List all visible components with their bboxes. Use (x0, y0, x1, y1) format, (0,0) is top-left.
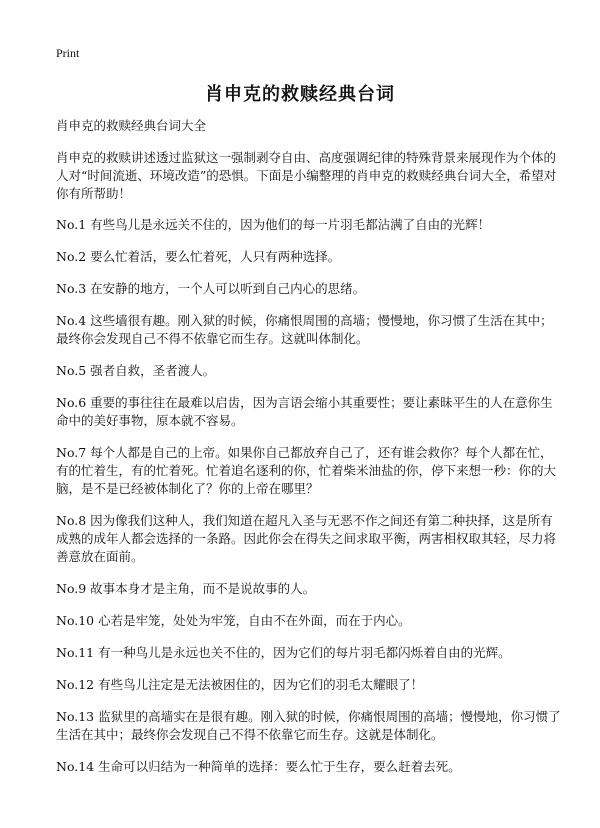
quote-paragraph: No.9 故事本身才是主角，而不是说故事的人。 (56, 581, 316, 596)
quote-paragraph: No.13 监狱里的高墙实在是很有趣。刚入狱的时候，你痛恨周围的高墙；慢慢地，你习惯了生活在其中；最终你会发现自己不得不依靠它而生存。这就是体制化。 (56, 709, 561, 742)
article-subtitle: 肖申克的救赎经典台词大全 (56, 118, 207, 133)
quote-paragraph: No.10 心若是牢笼，处处为牢笼，自由不在外面，而在于内心。 (56, 613, 411, 628)
article-body (56, 117, 562, 790)
quote-paragraph: No.1 有些鸟儿是永远关不住的，因为他们的每一片羽毛都沾满了自由的光辉！ (56, 217, 491, 232)
print-link[interactable]: Print (56, 46, 80, 60)
page-title: 肖申克的救赎经典台词 (205, 84, 395, 105)
quote-paragraph: No.12 有些鸟儿注定是无法被困住的，因为它们的羽毛太耀眼了！ (56, 677, 424, 692)
quote-paragraph: No.7 每个人都是自己的上帝。如果你自己都放弃自己了，还有谁会救你？每个人都在忙，有的忙着生，有的忙着死。忙着追名逐利的你，忙着柴米油盐的你，停下来想一秒：你的大脑，是不是已经被体制化了？你的上帝在哪里？ (56, 445, 557, 496)
quote-paragraph: No.2 要么忙着活，要么忙着死，人只有两种选择。 (56, 249, 341, 264)
quote-paragraph: No.5 强者自救，圣者渡人。 (56, 363, 216, 378)
intro-paragraph: 肖申克的救赎讲述透过监狱这一强制剥夺自由、高度强调纪律的特殊背景来展现作为个体的人对“时间流逝、环境改造”的恐惧。下面是小编整理的肖申克的救赎经典台词大全，希望对你有所帮助！ (56, 150, 557, 201)
quote-paragraph: No.8 因为像我们这种人，我们知道在超凡入圣与无恶不作之间还有第二种抉择，这是所有成熟的成年人都会选择的一条路。因此你会在得失之间求取平衡，两害相权取其轻，尽力将善意放在面前。 (56, 513, 557, 564)
quote-paragraph: No.6 重要的事往往在最难以启齿，因为言语会缩小其重要性；要让素昧平生的人在意你生命中的美好事物，原本就不容易。 (56, 395, 553, 428)
quote-paragraph: No.4 这些墙很有趣。刚入狱的时候，你痛恨周围的高墙；慢慢地，你习惯了生活在其中；最终你会发现自己不得不依靠它而生存。这就叫体制化。 (56, 313, 553, 346)
quote-paragraph: No.11 有一种鸟儿是永远也关不住的，因为它们的每片羽毛都闪烁着自由的光辉。 (56, 645, 511, 660)
quote-paragraph: No.3 在安静的地方，一个人可以听到自己内心的思绪。 (56, 281, 366, 296)
quote-paragraph: No.14 生命可以归结为一种简单的选择：要么忙于生存，要么赶着去死。 (56, 759, 461, 774)
